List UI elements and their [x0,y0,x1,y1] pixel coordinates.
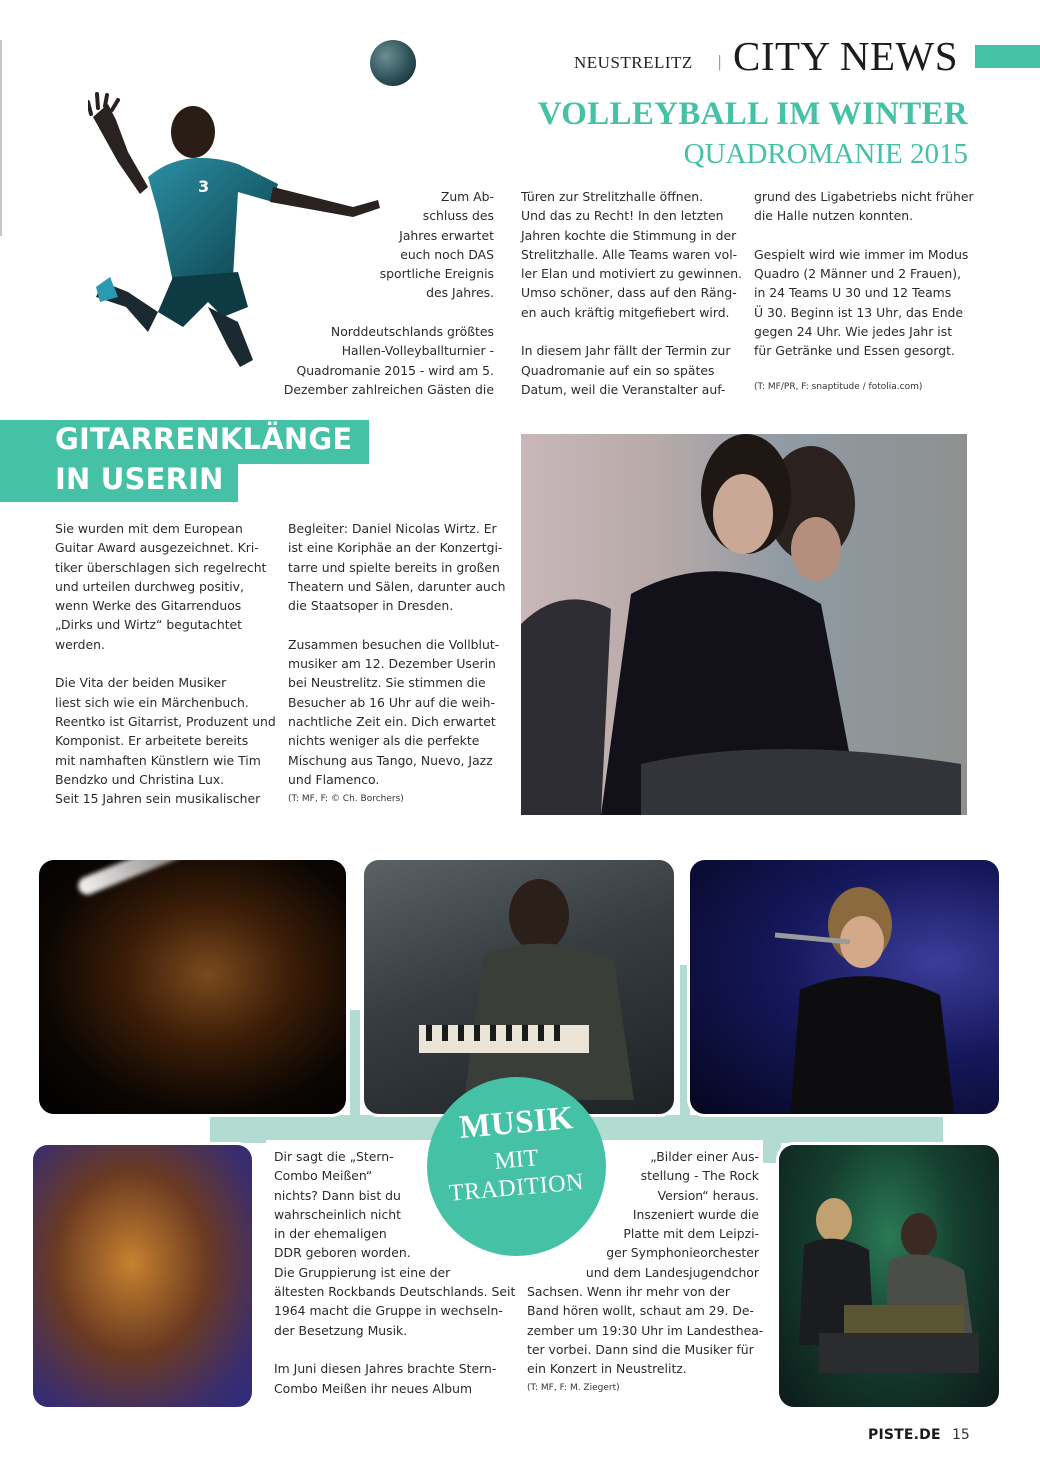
header-accent-bar [975,45,1040,68]
musik-text-column-2-cont: Sachsen. Wenn ihr mehr von der Band hören wollt, schaut am 29. De- zember um 19:30 Uhr im Landesthea- ter vorbei. Dann sind die Musiker für ein Konzert in Neustrelitz. (T: MF, F: M. Ziegert) [527,1284,764,1394]
badge-line-2: MIT [493,1145,540,1175]
photo-credit: (T: MF, F: M. Ziegert) [527,1383,620,1394]
badge-line-1: MUSIK [457,1100,575,1146]
connector-band [350,1010,360,1120]
musik-text-column-1: Dir sagt die „Stern- Combo Meißen“ nichts? Dann bist du wahrscheinlich nicht in der ehemaligen DDR geboren worden. Die Gruppierung ist eine der ältesten Rockbands Deutschlands. Seit 1964 macht die Gruppe in wechseln- der Besetzung Musik. Im Juni diesen Jahres brachte Stern- Combo Meißen ihr neues Album [274,1149,516,1396]
guitar-duo-figures [521,434,967,815]
musik-tradition-badge [427,1077,606,1256]
footer-brand: PISTE.DE [868,1427,941,1443]
page-number: 15 [952,1427,970,1443]
photo-credit: (T: MF, F: © Ch. Borchers) [288,794,404,805]
volleyball-ball-image [370,40,416,86]
guitar-duo-photo [521,434,967,815]
volleyball-text-column-2: Türen zur Strelitzhalle öffnen. Und das zu Recht! In den letzten Jahren kochte die Stimmung in der Strelitzhalle. Alle Teams waren vol- ler Elan und motiviert zu gewinnen. Umso schöner, dass auf den Räng- en auch kräftig mitgefiebert wird. In diesem Jahr fällt der Termin zur Quadromanie auf ein so spätes Datum, weil die Veranstalter auf- [521,189,742,397]
gitarren-text-column-1: Sie wurden mit dem European Guitar Award ausgezeichnet. Kri- tiker überschlagen sich regelrecht und urteilen durchweg positiv, wenn Werke des Gitarrenduos „Dirks und Wirtz“ begutachtet werden. Die Vita der beiden Musiker liest sich wie ein Märchenbuch. Reentko ist Gitarrist, Produzent und Komponist. Er arbeitete bereits mit namhaften Künstlern wie Tim Bendzko und Christina Lux. Seit 15 Jahren sein musikalischer [55,521,276,807]
concert-photo-young-singer [687,857,1002,1117]
article-title-gitarren-line2: IN USERIN [55,462,224,496]
svg-text:3: 3 [198,177,210,196]
section-kicker: NEUSTRELITZ [574,53,693,72]
concert-photo-singer-spotlight [36,857,349,1117]
concert-photo-band-stage [776,1142,1002,1410]
article-title-volleyball: VOLLEYBALL IM WINTER [537,96,968,132]
gitarren-text-column-2: Begleiter: Daniel Nicolas Wirtz. Er ist eine Koriphäe an der Konzertgi- tarre und spielte bereits in großen Theatern und Sälen, darunter auch die Staatsoper in Dresden. Zusammen besuchen die Vollblut- musiker am 12. Dezember Userin bei Neustrelitz. Sie stimmen die Besucher ab 16 Uhr auf die weih- nachtliche Zeit ein. Dich erwartet nichts weniger als die perfekte Mischung aus Tango, Nuevo, Jazz und Flamenco. (T: MF, F: © Ch. Borchers) [288,519,513,806]
singer-figure [690,860,1002,1117]
badge-line-3: TRADITION [448,1169,585,1207]
section-title: CITY NEWS [733,33,959,79]
photo-credit: (T: MF/PR, F: snaptitude / fotolia.com) [754,381,923,392]
article-title-gitarren-line1: GITARRENKLÄNGE [55,422,353,456]
volleyball-text-column-3: grund des Ligabetriebs nicht früher die Halle nutzen konnten. Gespielt wird wie immer im Modus Quadro (2 Männer und 2 Frauen), in 24 Teams U 30 und 12 Teams Ü 30. Beginn ist 13 Uhr, das Ende gegen 24 Uhr. Wie jedes Jahr ist für Getränke und Essen gesorgt. (T: MF/PR, F: snaptitude / fotolia.com) [754,187,994,394]
musik-text-column-2: „Bilder einer Aus- stellung - The Rock Version“ heraus. Inszeniert wurde die Platte mit dem Leipzi- ger Symphonieorchester und dem Landesjugendchor [585,1149,759,1280]
band-figures [779,1145,1002,1410]
page-edge-rule [0,40,2,236]
article-subtitle-volleyball: QUADROMANIE 2015 [683,138,968,170]
header-separator: | [718,52,722,71]
concert-photo-singer-microphone [30,1142,255,1410]
volleyball-text-column-1: Zum Ab- schluss des Jahres erwartet euch noch DAS sportliche Ereignis des Jahres. Norddeutschlands größtes Hallen-Volleyballturnier - Quadromanie 2015 - wird am 5. Dezember zahlreichen Gästen die [283,189,494,397]
